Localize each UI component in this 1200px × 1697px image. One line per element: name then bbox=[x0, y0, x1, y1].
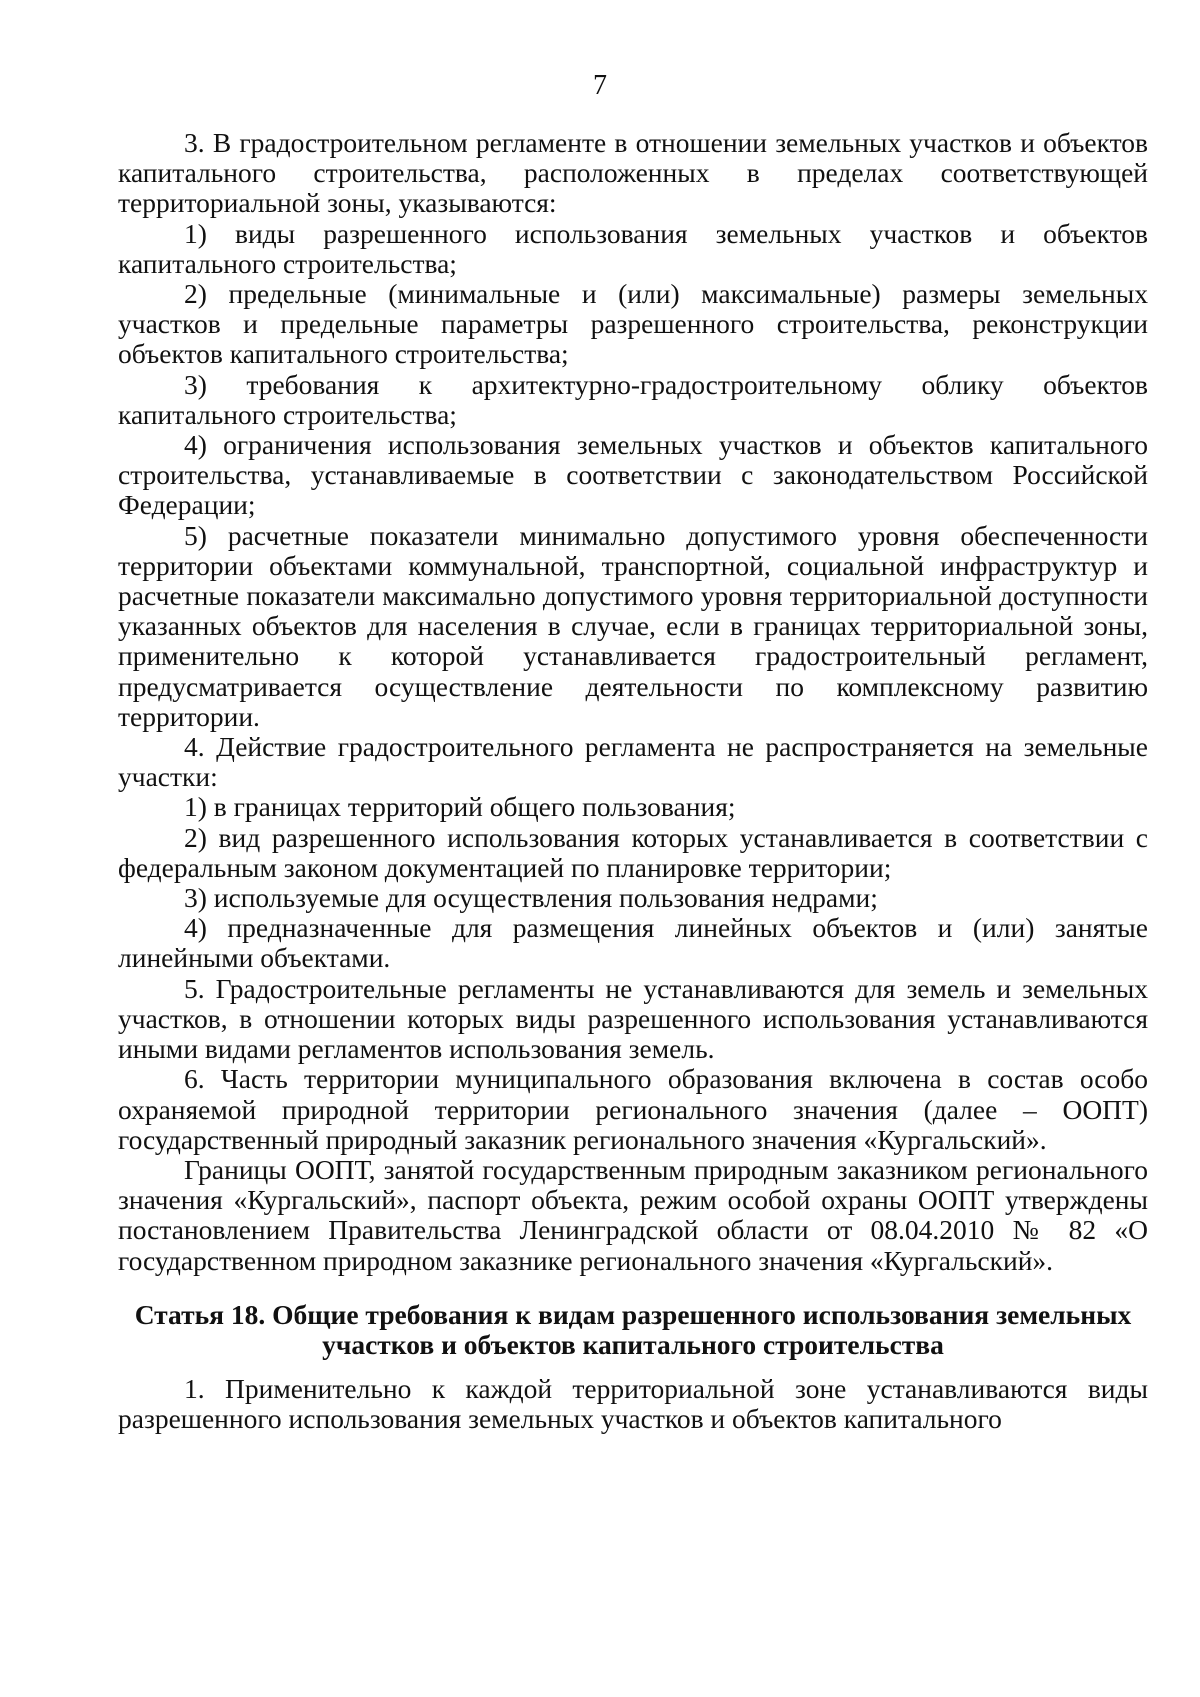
list-item: 4) предназначенные для размещения линейных объектов и (или) занятые линейными объектами. bbox=[118, 912, 1148, 974]
list-item: 4) ограничения использования земельных участков и объектов капитального строительства, устанавливаемые в соответствии с законодательством Российской Федерации; bbox=[118, 429, 1148, 521]
paragraph: 6. Часть территории муниципального образования включена в состав особо охраняемой природной территории регионального значения (далее – ООПТ) государственный природный заказник регионального значения «Кургальский». bbox=[118, 1063, 1148, 1155]
list-item: 2) вид разрешенного использования которых устанавливается в соответствии с федеральным законом документацией по планировке территории; bbox=[118, 821, 1148, 883]
list-item: 2) предельные (минимальные и (или) максимальные) размеры земельных участков и предельные параметры разрешенного строительства, реконструкции объектов капитального строительства; bbox=[118, 278, 1148, 370]
page-number: 7 bbox=[593, 70, 607, 101]
paragraph: 4. Действие градостроительного регламента не распространяется на земельные участки: bbox=[118, 731, 1148, 793]
list-item: 3) используемые для осуществления пользования недрами; bbox=[184, 882, 878, 914]
list-item: 5) расчетные показатели минимально допустимого уровня обеспеченности территории объектами коммунальной, транспортной, социальной инфраструктур и расчетные показатели максимально допустимого уровня территориальной доступности указанных объектов для населения в случае, если в границах территориальной зоны, применительно к которой устанавливается градостроительный регламент, предусматривается осуществление деятельности по комплексному развитию территории. bbox=[118, 519, 1148, 732]
paragraph: 3. В градостроительном регламенте в отношении земельных участков и объектов капитального строительства, расположенных в пределах соответствующей территориальной зоны, указываются: bbox=[118, 127, 1148, 219]
paragraph: Границы ООПТ, занятой государственным природным заказником регионального значения «Кургальский», паспорт объекта, режим особой охраны ООПТ утверждены постановлением Правительства Ленинградской области от 08.04.2010 № 82 «О государственном природном заказнике регионального значения «Кургальский». bbox=[118, 1153, 1148, 1276]
paragraph: 5. Градостроительные регламенты не устанавливаются для земель и земельных участков, в отношении которых виды разрешенного использования устанавливаются иными видами регламентов использования земель. bbox=[118, 972, 1148, 1065]
list-item: 3) требования к архитектурно-градостроительному облику объектов капитального строительства; bbox=[118, 368, 1148, 430]
list-item: 1) в границах территорий общего пользования; bbox=[184, 791, 736, 823]
document-body bbox=[118, 128, 1148, 1435]
paragraph: 1. Применительно к каждой территориальной зоне устанавливаются виды разрешенного использования земельных участков и объектов капитального bbox=[118, 1373, 1148, 1435]
article-heading: Статья 18. Общие требования к видам разрешенного использования земельных участков и объектов капитального строительства bbox=[134, 1298, 1132, 1360]
list-item: 1) виды разрешенного использования земельных участков и объектов капитального строительства; bbox=[118, 217, 1148, 279]
